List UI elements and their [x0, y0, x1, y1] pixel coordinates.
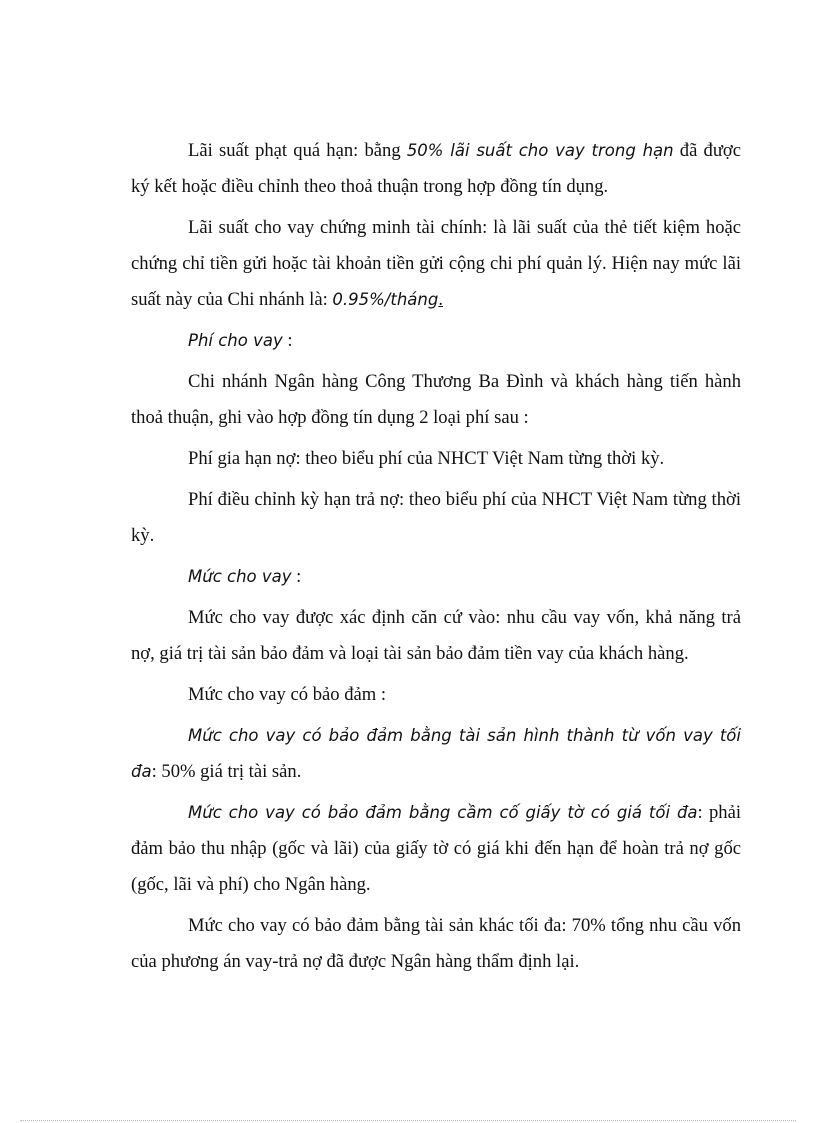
paragraph-extension-fee: [131, 441, 741, 477]
text-run: Phí điều chỉnh kỳ hạn trả nợ: theo biểu phí của NHCT Việt Nam từng thời kỳ.: [131, 489, 741, 546]
text-run: Chi nhánh Ngân hàng Công Thương Ba Đình và khách hàng tiến hành thoả thuận, ghi vào hợp đồng tín dụng 2 loại phí sau :: [131, 371, 741, 428]
text-run: Phí gia hạn nợ: theo biểu phí của NHCT Việt Nam từng thời kỳ.: [188, 448, 665, 469]
text-run: Lãi suất cho vay chứng minh tài chính: là lãi suất của thẻ tiết kiệm hoặc chứng chỉ tiền gửi hoặc tài khoản tiền gửi cộng chi phí quản lý. Hiện nay mức lãi suất này của Chi nhánh là:: [131, 217, 741, 310]
text-run-italic: Phí cho vay: [188, 331, 283, 350]
paragraph-term-adjustment-fee: [131, 482, 741, 554]
paragraph-late-interest: [131, 133, 741, 205]
text-run: :: [282, 330, 293, 351]
heading-loan-fees: [131, 323, 741, 359]
text-run-italic: Mức cho vay có bảo đảm bằng tài sản hình thành từ vốn vay tối đa: [131, 726, 741, 781]
paragraph-financial-proof-interest: [131, 210, 741, 318]
text-run-italic: 50% lãi suất cho vay trong hạn: [406, 141, 674, 160]
paragraph-other-assets-loan: [131, 908, 741, 980]
text-run: Mức cho vay có bảo đảm :: [188, 684, 387, 705]
paragraph-loan-amount-basis: [131, 600, 741, 672]
paragraph-pledged-papers-loan: [131, 795, 741, 903]
text-run-italic: Mức cho vay: [188, 567, 292, 586]
text-run: Mức cho vay được xác định căn cứ vào: nhu cầu vay vốn, khả năng trả nợ, giá trị tài sản bảo đảm và loại tài sản bảo đảm tiền vay của khách hàng.: [131, 607, 741, 664]
paragraph-fee-agreement: [131, 364, 741, 436]
text-run: đã được ký kết hoặc điều chỉnh theo thoả thuận trong hợp đồng tín dụng.: [131, 140, 741, 197]
text-run-italic: Mức cho vay có bảo đảm bằng cầm cố giấy tờ có giá tối đa: [188, 803, 698, 822]
heading-secured-loan: [131, 677, 741, 713]
document-page: [131, 133, 741, 985]
paragraph-asset-financed-loan: [131, 718, 741, 790]
heading-loan-amount: [131, 559, 741, 595]
text-run: : phải đảm bảo thu nhập (gốc và lãi) của giấy tờ có giá khi đến hạn để hoàn trả nợ gốc (gốc, lãi và phí) cho Ngân hàng.: [131, 802, 742, 895]
page-bottom-rule: [20, 1120, 796, 1121]
text-run-underline: .: [438, 289, 443, 310]
text-run: Mức cho vay có bảo đảm bằng tài sản khác tối đa: 70% tổng nhu cầu vốn của phương án vay-trả nợ đã được Ngân hàng thẩm định lại.: [131, 915, 741, 972]
text-run-italic: 0.95%/tháng: [332, 290, 439, 309]
text-run: : 50% giá trị tài sản.: [151, 761, 302, 782]
text-run: :: [291, 566, 302, 587]
text-run: Lãi suất phạt quá hạn: bằng: [188, 140, 407, 161]
